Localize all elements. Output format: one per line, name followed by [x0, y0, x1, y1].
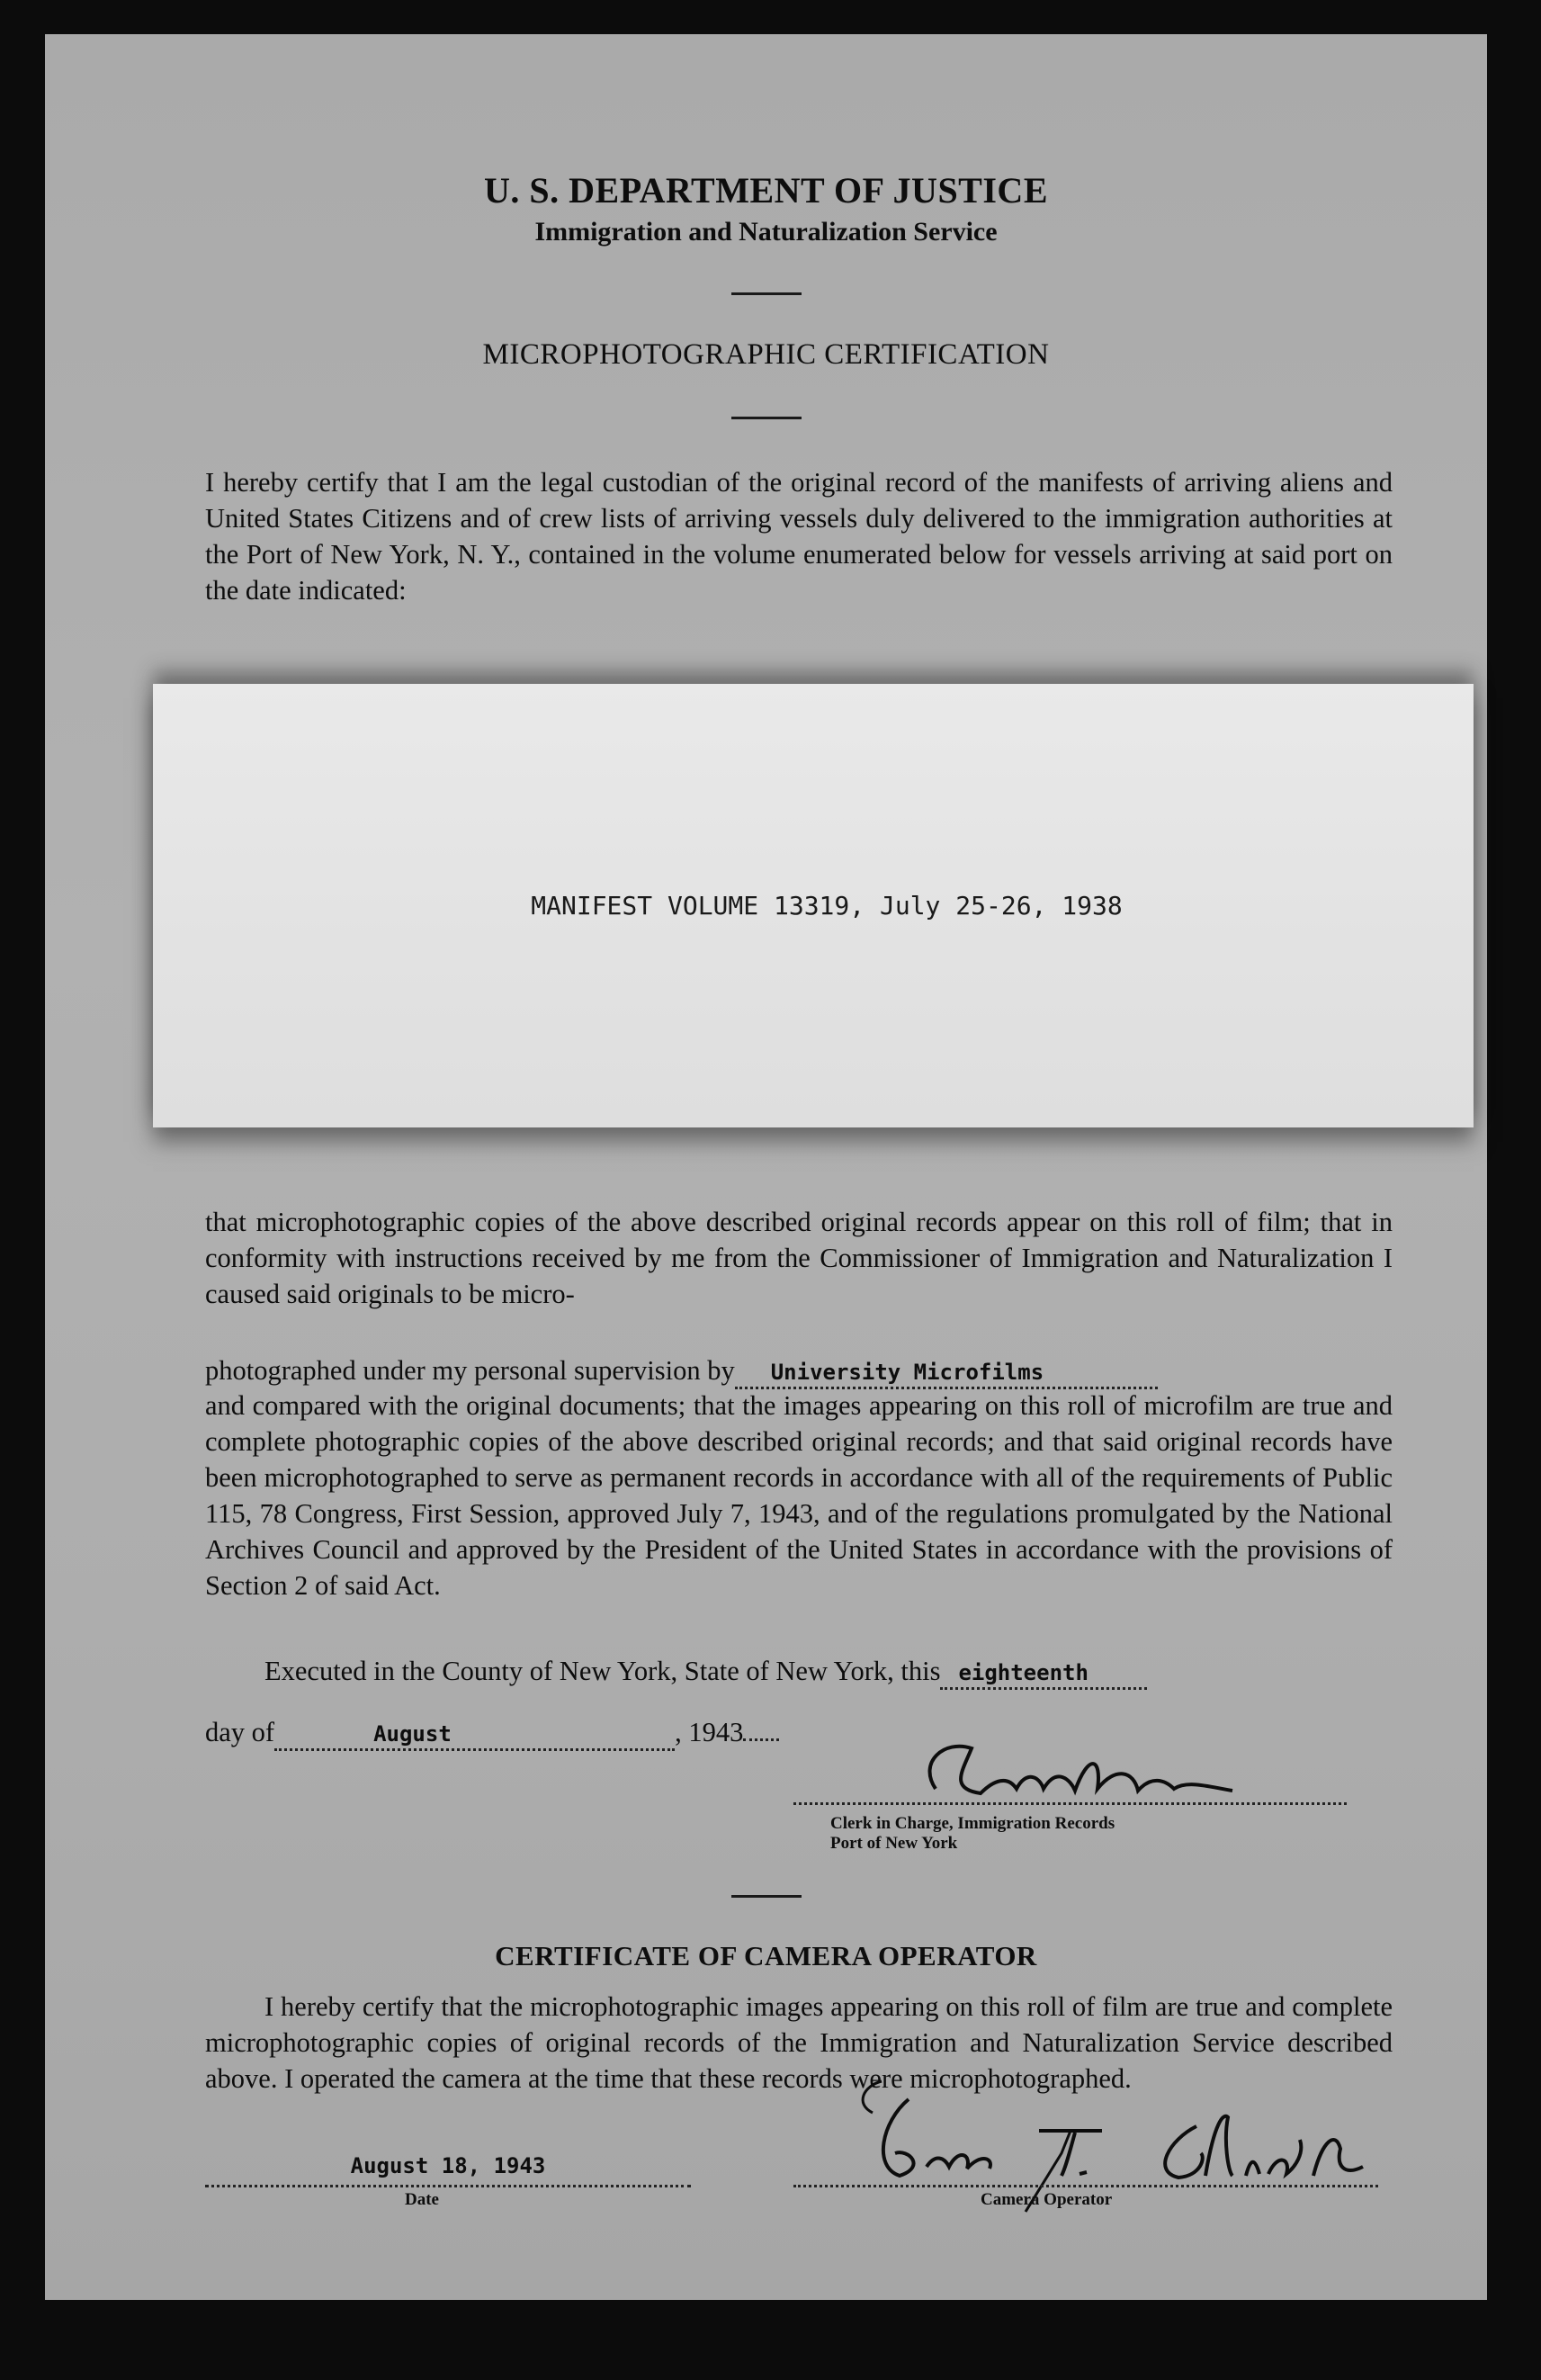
photographed-by-field [735, 1355, 1158, 1389]
divider [731, 417, 802, 419]
certification-page [45, 34, 1487, 2300]
executed-prefix: Executed in the County of New York, State of New York, this [264, 1656, 941, 1686]
clerk-title: Clerk in Charge, Immigration Records [830, 1814, 1115, 1833]
body-paragraph-part1: that microphotographic copies of the above described original records appear on this roll of film; that in conformity with instructions received by me from the Commissioner of Immigration and Naturalization I caused said originals to be micro- [205, 1207, 1393, 1309]
month-value: August [373, 1721, 452, 1747]
divider [731, 1895, 802, 1898]
body-paragraph-part2: and compared with the original documents; that the images appearing on this roll of microfilm are true and complete photographic copies of the above described original records; and that said original records have been microphotographed to serve as permanent records in accordance with all of the requirements of Public 115, 78 Congress, First Session, approved July 7, 1943, and of the regulations promulgated by the National Archives Council and approved by the President of the United States in accordance with the provisions of Section 2 of said Act. [205, 1390, 1393, 1601]
day-of-line [205, 1717, 779, 1751]
camera-date-field [205, 2149, 691, 2180]
photographed-by-prefix: photographed under my personal supervision by [205, 1355, 735, 1386]
clerk-signature [909, 1726, 1250, 1816]
year-suffix: 3 [730, 1717, 744, 1747]
date-caption: Date [405, 2190, 439, 2209]
day-of-prefix: day of [205, 1717, 275, 1747]
executed-day-field [940, 1656, 1147, 1690]
executed-line [264, 1656, 1147, 1690]
volume-label-strip [153, 684, 1474, 1127]
year-prefix: , 194 [675, 1717, 730, 1747]
photographed-by-line [205, 1355, 1393, 1389]
camera-certificate-title: CERTIFICATE OF CAMERA OPERATOR [495, 1940, 1037, 1971]
clerk-location: Port of New York [830, 1834, 958, 1853]
camera-operator-caption: Camera Operator [981, 2190, 1113, 2209]
camera-date-value: August 18, 1943 [350, 2153, 546, 2178]
department-heading: U. S. DEPARTMENT OF JUSTICE [484, 170, 1048, 211]
volume-label-text: MANIFEST VOLUME 13319, July 25-26, 1938 [531, 891, 1123, 921]
camera-certificate-paragraph: I hereby certify that the microphotographic images appearing on this roll of film are true and complete microphotographic copies of original records of the Immigration and Naturalization Service described above. I operated the camera at the time that these records were microphotographed. [205, 1991, 1393, 2094]
executed-day-value: eighteenth [958, 1660, 1089, 1685]
year-dots [743, 1738, 779, 1741]
divider [731, 292, 802, 295]
month-field [274, 1717, 675, 1751]
camera-operator-signature [846, 2068, 1403, 2248]
certification-title: MICROPHOTOGRAPHIC CERTIFICATION [482, 338, 1050, 371]
photographed-by-value: University Microfilms [770, 1360, 1044, 1385]
intro-paragraph: I hereby certify that I am the legal custodian of the original record of the manifests of arriving aliens and United States Citizens and of crew lists of arriving vessels duly delivered to the immigration authorities at the Port of New York, N. Y., contained in the volume enumerated below for vessels arriving at said port on the date indicated: [205, 467, 1393, 606]
camera-date-line [205, 2185, 691, 2187]
camera-operator-signature-line [793, 2185, 1378, 2187]
service-subheading: Immigration and Naturalization Service [534, 217, 998, 247]
